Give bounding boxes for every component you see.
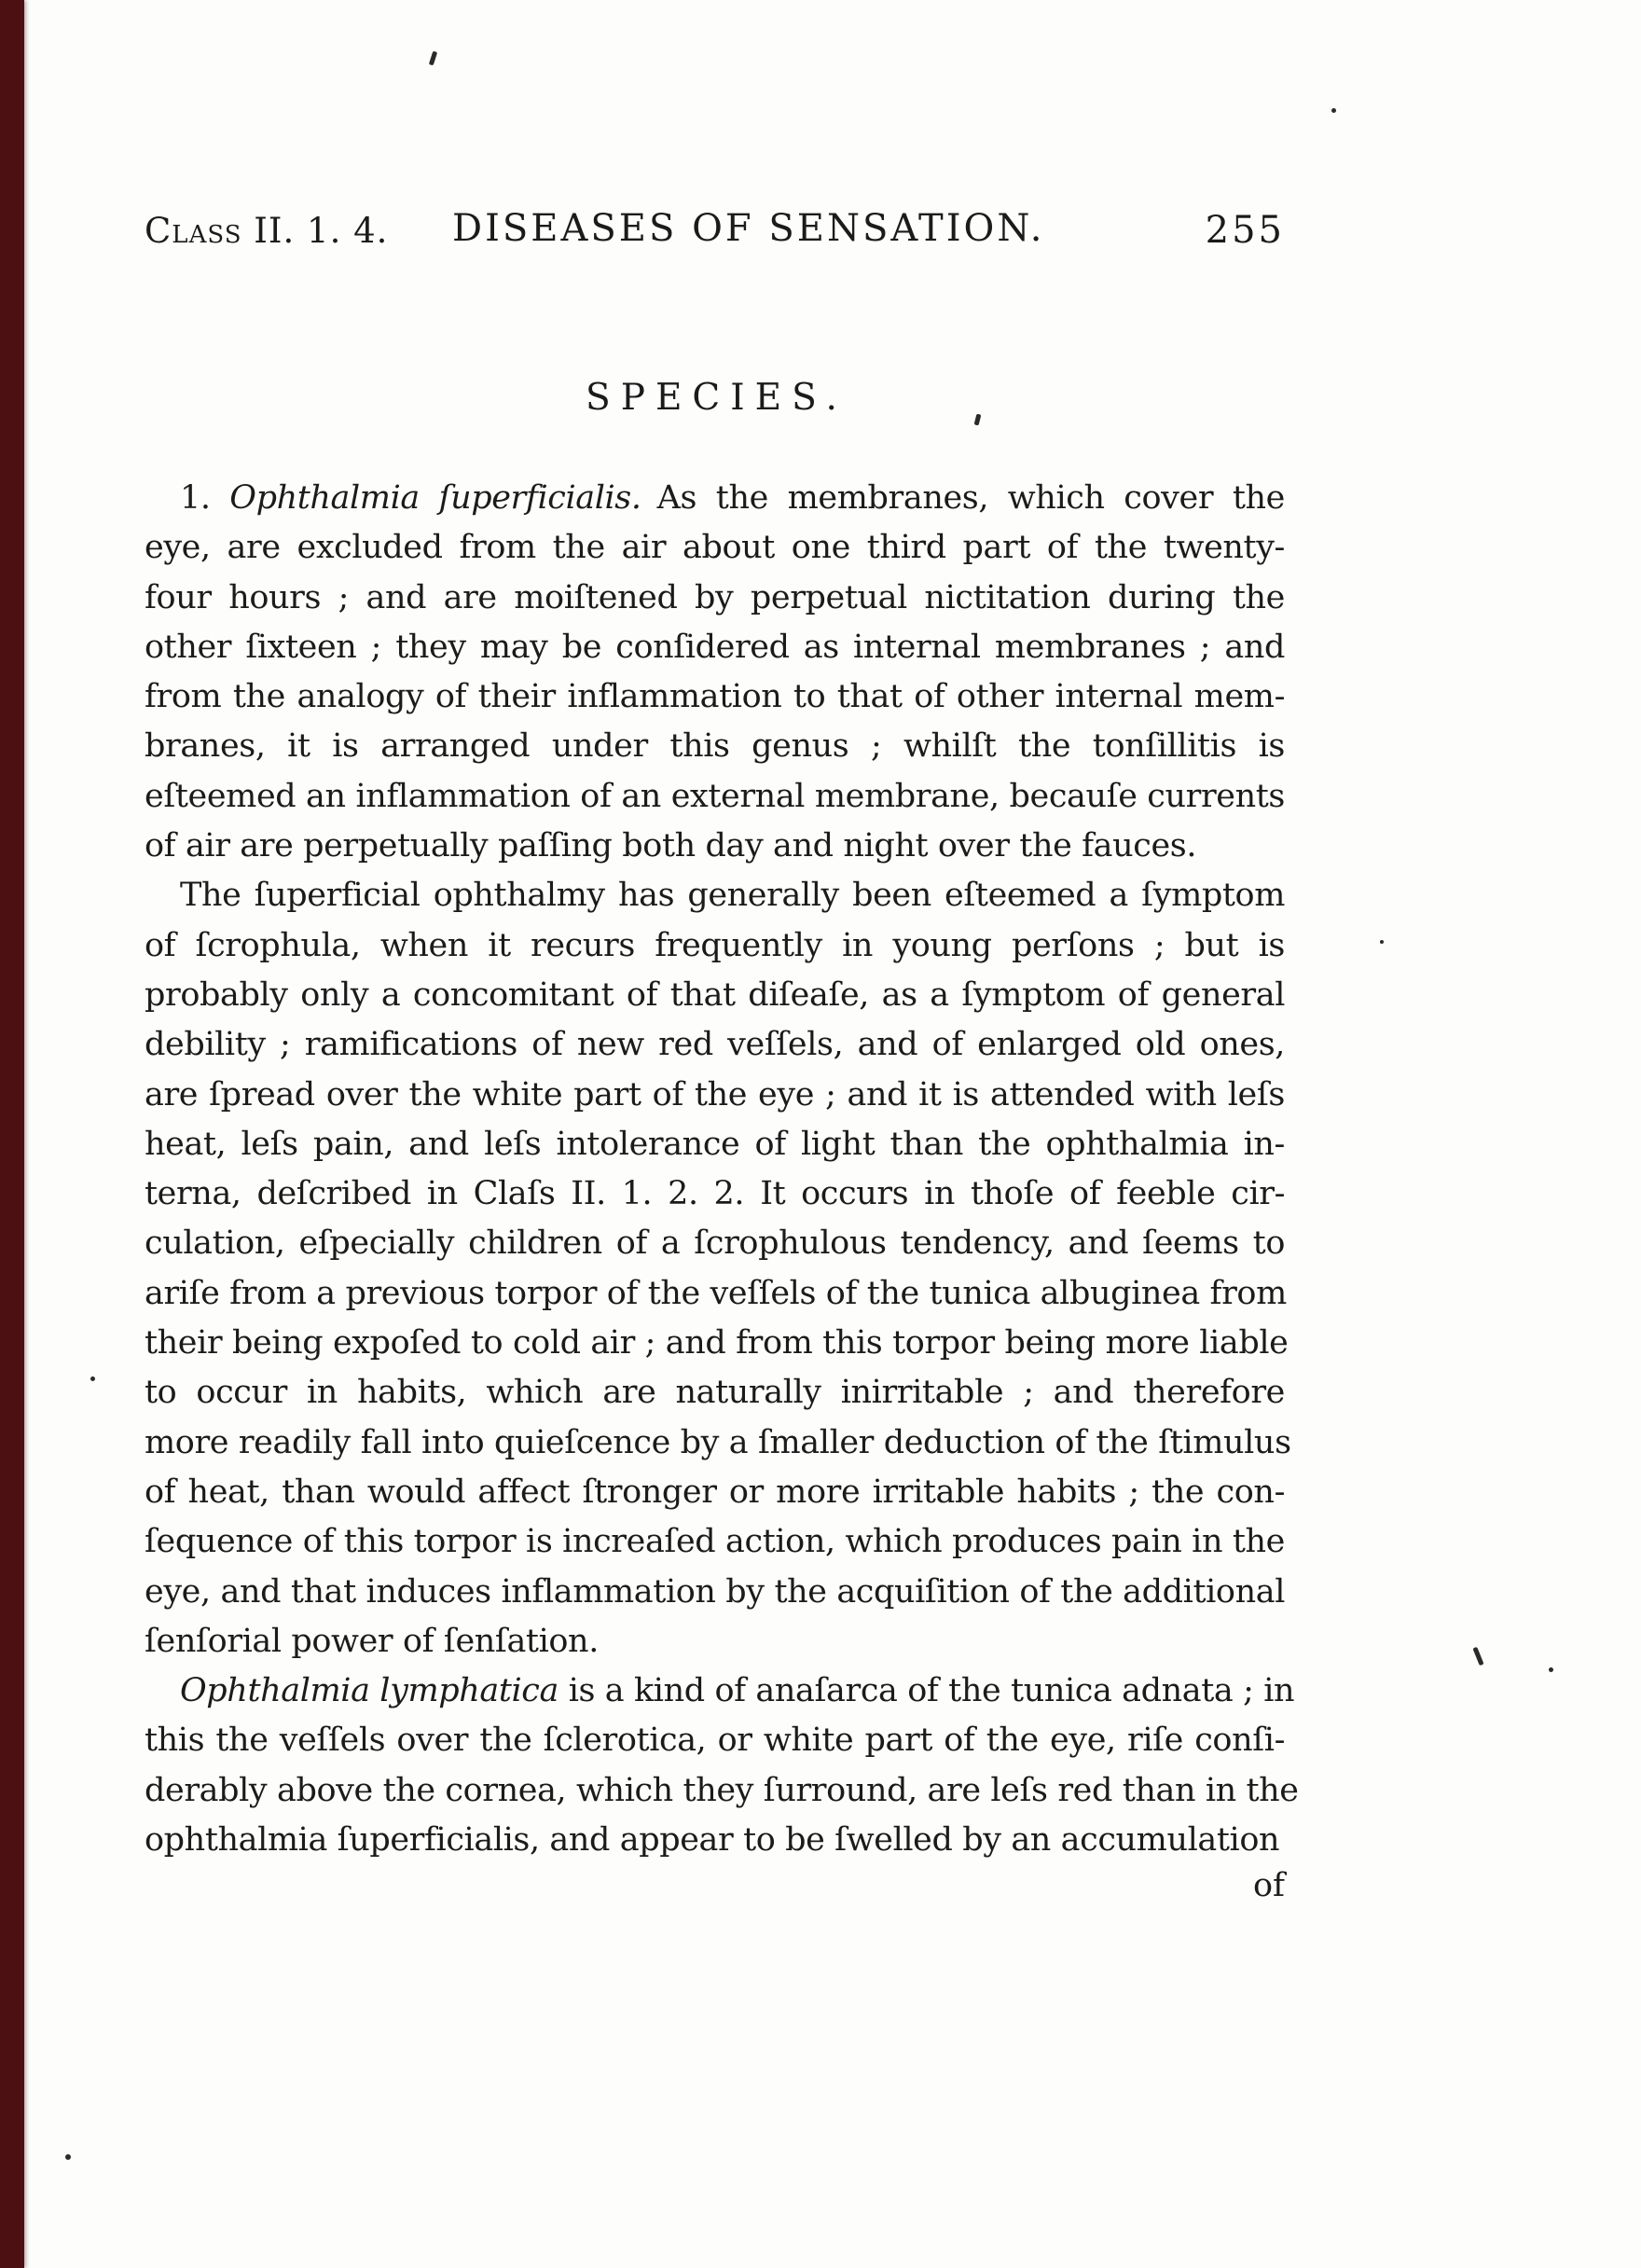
- text-run: is a kind of anaſarca of the tunica adnata ; in: [558, 1672, 1295, 1710]
- class-reference: Class II. 1. 4.: [145, 211, 389, 251]
- text-run: The ſuperficial ophthalmy has generally been eſteemed a ſymptom: [180, 877, 1285, 915]
- scan-speck: [1380, 940, 1384, 944]
- text-run: probably only a concomitant of that diſeaſe, as a ſymptom of general: [145, 975, 1285, 1014]
- text-line: [145, 1766, 1299, 1816]
- text-line: [145, 1568, 1285, 1617]
- text-line: [145, 722, 1285, 771]
- text-line: [145, 1120, 1285, 1169]
- text-line: [145, 1468, 1285, 1517]
- text-line: [145, 1418, 1291, 1468]
- scan-speck: [90, 1376, 95, 1381]
- running-head: [145, 207, 1285, 254]
- text-run: this the veſſels over the ſclerotica, or white part of the eye, riſe conſi-: [145, 1722, 1285, 1760]
- body-text: [145, 474, 1299, 1865]
- text-run: As the membranes, which cover the: [641, 479, 1285, 517]
- text-line: [145, 1666, 1295, 1716]
- text-run: ariſe from a previous torpor of the veſſels of the tunica albuginea from: [145, 1274, 1287, 1312]
- section-title: SPECIES.: [586, 377, 848, 419]
- page-number: 255: [1205, 209, 1285, 252]
- text-line: [145, 971, 1285, 1020]
- text-run: branes, it is arranged under this genus ; whilſt the tonſillitis is: [145, 727, 1285, 766]
- text-line: [145, 871, 1285, 920]
- text-run: ſequence of this torpor is increaſed action, which produces pain in the: [145, 1523, 1285, 1561]
- text-line: [145, 523, 1285, 573]
- text-line: [145, 822, 1285, 871]
- text-run: their being expoſed to cold air ; and from this torpor being more liable: [145, 1324, 1289, 1362]
- text-run: derably above the cornea, which they ſurround, are leſs red than in the: [145, 1771, 1299, 1809]
- text-run: eye, and that induces inflammation by the acquiſition of the additional: [145, 1572, 1285, 1611]
- text-line: [145, 1368, 1285, 1418]
- scan-speck: [1331, 108, 1336, 113]
- text-line: [145, 1020, 1285, 1070]
- text-run: more readily fall into quieſcence by a ſmaller deduction of the ſtimulus: [145, 1423, 1291, 1461]
- scan-speck: [429, 51, 437, 66]
- text-line: [145, 672, 1285, 722]
- text-run: from the analogy of their inflammation to that of other internal mem-: [145, 678, 1285, 716]
- text-run: four hours ; and are moiſtened by perpetual nictitation during the: [145, 578, 1285, 616]
- scan-speck: [65, 2154, 71, 2160]
- scan-speck: [1472, 1647, 1483, 1666]
- text-run-italic: Ophthalmia ſuperficialis.: [229, 479, 641, 517]
- text-line: [145, 574, 1285, 623]
- text-line: [145, 1071, 1285, 1120]
- text-run: of air are perpetually paſſing both day and night over the fauces.: [145, 827, 1197, 865]
- text-run: of heat, than would affect ſtronger or more irritable habits ; the con-: [145, 1473, 1285, 1511]
- text-run: are ſpread over the white part of the eye ; and it is attended with leſs: [145, 1075, 1285, 1113]
- text-line: [145, 1716, 1285, 1765]
- text-run: debility ; ramifications of new red veſſels, and of enlarged old ones,: [145, 1026, 1285, 1064]
- text-run: other ſixteen ; they may be conſidered as internal membranes ; and: [145, 628, 1285, 666]
- text-run: heat, leſs pain, and leſs intolerance of light than the ophthalmia in-: [145, 1125, 1285, 1163]
- text-line: [145, 623, 1285, 672]
- text-line: [145, 1169, 1285, 1219]
- text-line: [145, 921, 1285, 971]
- text-line: [145, 772, 1285, 822]
- text-line: [145, 1219, 1285, 1268]
- text-line: [145, 1319, 1289, 1368]
- text-run: ſenſorial power of ſenſation.: [145, 1622, 599, 1660]
- text-run: ophthalmia ſuperficialis, and appear to be ſwelled by an accumulation: [145, 1821, 1280, 1860]
- text-run: eye, are excluded from the air about one third part of the twenty-: [145, 529, 1285, 567]
- text-line: [145, 1269, 1285, 1319]
- scan-speck: [974, 414, 982, 426]
- text-line: [145, 1617, 1285, 1666]
- text-line: [145, 474, 1285, 523]
- binding-gutter-strip: [0, 0, 24, 2268]
- text-run: terna, deſcribed in Claſs II. 1. 2. 2. It occurs in thoſe of feeble cir-: [145, 1175, 1285, 1213]
- text-line: [145, 1816, 1285, 1865]
- chapter-title: DISEASES OF SENSATION.: [452, 207, 1045, 250]
- text-run: of ſcrophula, when it recurs frequently in young perſons ; but is: [145, 926, 1285, 964]
- catchword: of: [1252, 1867, 1285, 1904]
- text-run: 1.: [180, 479, 230, 517]
- text-run: eſteemed an inflammation of an external membrane, becauſe currents: [145, 777, 1285, 815]
- text-run-italic: Ophthalmia lymphatica: [180, 1672, 558, 1710]
- text-line: [145, 1517, 1285, 1567]
- text-run: culation, eſpecially children of a ſcrophulous tendency, and ſeems to: [145, 1224, 1285, 1263]
- text-run: to occur in habits, which are naturally inirritable ; and therefore: [145, 1374, 1285, 1412]
- scan-speck: [1549, 1667, 1553, 1672]
